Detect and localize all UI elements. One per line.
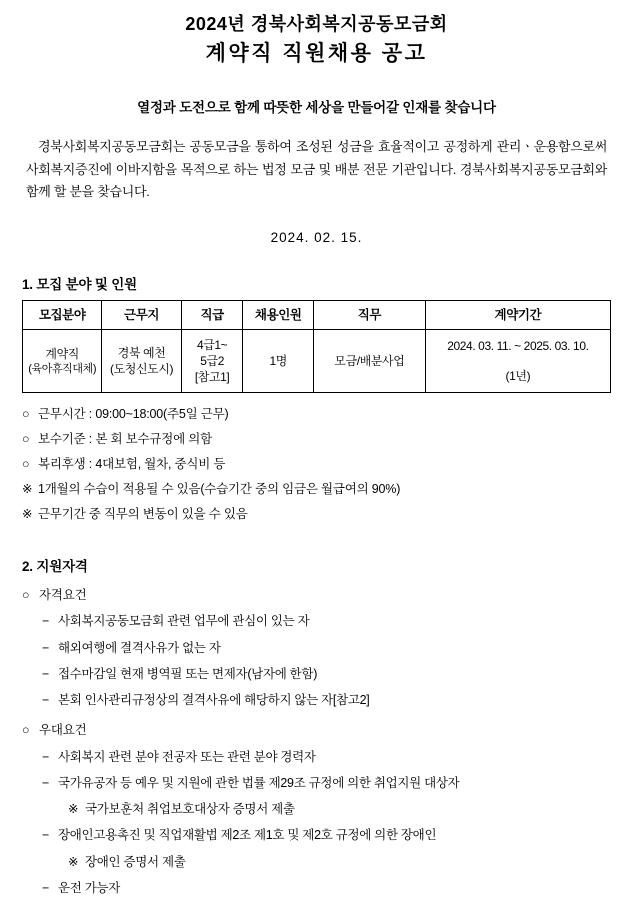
sub-item-text: 장애인 증명서 제출 — [85, 854, 186, 869]
header-field: 모집분야 — [23, 301, 102, 330]
table-row — [23, 330, 611, 393]
cell-contract-period — [425, 330, 610, 393]
cell-workplace-line2: (도청신도시) — [109, 362, 174, 377]
item-text: 사회복지공동모금회 관련 업무에 관심이 있는 자 — [58, 614, 310, 629]
header-grade: 직급 — [181, 301, 243, 330]
item-text: 장애인고용촉진 및 직업재활법 제2조 제1호 및 제2호 규정에 의한 장애인 — [58, 828, 437, 843]
bullet-circle-icon: ○ — [22, 588, 30, 603]
group-title: 자격요건 — [39, 588, 87, 603]
bullet-circle-icon: ○ — [22, 407, 30, 422]
note-item — [22, 452, 611, 477]
section-1-heading: 1. 모집 분야 및 인원 — [22, 277, 137, 293]
bullet-dash-icon: − — [42, 614, 49, 629]
cell-field-line1: 계약직 — [45, 346, 79, 361]
note-item — [22, 427, 611, 452]
bullet-dash-icon: − — [42, 880, 49, 895]
cell-grade-line1: 4급1~ — [196, 337, 228, 352]
item-text: 해외여행에 결격사유가 없는 자 — [58, 640, 221, 655]
bullet-star-icon: ※ — [68, 854, 79, 869]
note-text: 근무시간 : 09:00~18:00(주5일 근무) — [38, 407, 229, 422]
announcement-date: 2024. 02. 15. — [270, 230, 363, 246]
section-1-notes — [22, 402, 611, 527]
bullet-dash-icon: − — [42, 640, 49, 655]
list-item — [22, 635, 611, 661]
cell-grade-line2: 5급2 — [200, 353, 224, 368]
list-item — [22, 822, 611, 848]
bullet-dash-icon: − — [42, 775, 49, 790]
qualifications-list — [22, 582, 611, 901]
list-item — [22, 661, 611, 687]
cell-field — [23, 330, 102, 393]
sub-item-text: 국가보훈처 취업보호대상자 증명서 제출 — [85, 802, 295, 817]
header-duty: 직무 — [314, 301, 426, 330]
list-sub-item — [22, 849, 611, 875]
section-2-heading: 2. 지원자격 — [22, 559, 88, 575]
note-text: 복리후생 : 4대보험, 월차, 중식비 등 — [38, 457, 226, 472]
bullet-dash-icon: − — [42, 749, 49, 764]
document-title-block — [22, 12, 611, 70]
note-item — [22, 402, 611, 427]
group-title-row — [22, 582, 611, 608]
bullet-dash-icon: − — [42, 828, 49, 843]
document-subtitle: 열정과 도전으로 함께 따뜻한 세상을 만들어갈 인재를 찾습니다 — [137, 99, 496, 115]
note-item — [22, 477, 611, 502]
bullet-star-icon: ※ — [22, 482, 33, 497]
bullet-circle-icon: ○ — [22, 723, 30, 738]
bullet-dash-icon: − — [42, 666, 49, 681]
qualification-group — [22, 717, 611, 901]
intro-paragraph — [22, 136, 611, 204]
cell-headcount: 1명 — [243, 330, 314, 393]
header-contract-period: 계약기간 — [425, 301, 610, 330]
note-text: 보수기준 : 본 회 보수규정에 의함 — [38, 432, 213, 447]
bullet-dash-icon: − — [42, 693, 49, 708]
list-item — [22, 687, 611, 713]
list-item — [22, 875, 611, 901]
item-text: 사회복지 관련 분야 전공자 또는 관련 분야 경력자 — [58, 749, 316, 764]
cell-grade-line3: [참고1] — [194, 370, 230, 385]
cell-workplace — [102, 330, 181, 393]
item-text: 본회 인사관리규정상의 결격사유에 해당하지 않는 자[참고2] — [58, 693, 370, 708]
item-text: 접수마감일 현재 병역필 또는 면제자(남자에 한함) — [58, 666, 318, 681]
item-text: 운전 가능자 — [58, 880, 121, 895]
list-sub-item — [22, 796, 611, 822]
cell-workplace-line1: 경북 예천 — [117, 345, 166, 360]
header-workplace: 근무지 — [102, 301, 181, 330]
title-line-1: 2024년 경북사회복지공동모금회 — [185, 14, 448, 34]
title-line-2: 계약직 직원채용 공고 — [205, 42, 428, 66]
cell-contract-line1: 2024. 03. 11. ~ 2025. 03. 10. — [447, 338, 589, 353]
intro-text: 경북사회복지공동모금회는 공동모금을 통하여 조성된 성금을 효율적이고 공정하게 관리ㆍ운용함으로써 사회복지증진에 이바지함을 목적으로 하는 법정 모금 및 배분 전문 기관입니다. 경북사회복지공동모금회와 함께 할 분을 찾습니다. — [26, 138, 607, 200]
cell-grade — [181, 330, 243, 393]
cell-field-line2: (육아휴직대체) — [28, 362, 97, 375]
bullet-circle-icon: ○ — [22, 432, 30, 447]
bullet-star-icon: ※ — [68, 802, 79, 817]
bullet-circle-icon: ○ — [22, 457, 30, 472]
table-header-row — [23, 301, 611, 330]
note-item — [22, 502, 611, 527]
header-headcount: 채용인원 — [243, 301, 314, 330]
qualification-group — [22, 582, 611, 713]
group-title: 우대요건 — [39, 723, 87, 738]
list-item — [22, 608, 611, 634]
note-text: 근무기간 중 직무의 변동이 있을 수 있음 — [38, 507, 248, 522]
note-text: 1개월의 수습이 적용될 수 있음(수습기간 중의 임금은 월급여의 90%) — [38, 482, 401, 497]
cell-duty: 모금/배분사업 — [314, 330, 426, 393]
list-item — [22, 744, 611, 770]
group-title-row — [22, 717, 611, 743]
recruitment-table — [22, 300, 611, 393]
bullet-star-icon: ※ — [22, 507, 33, 522]
list-item — [22, 770, 611, 796]
cell-contract-line2: (1년) — [505, 369, 531, 384]
item-text: 국가유공자 등 예우 및 지원에 관한 법률 제29조 규정에 의한 취업지원 대상자 — [58, 775, 460, 790]
